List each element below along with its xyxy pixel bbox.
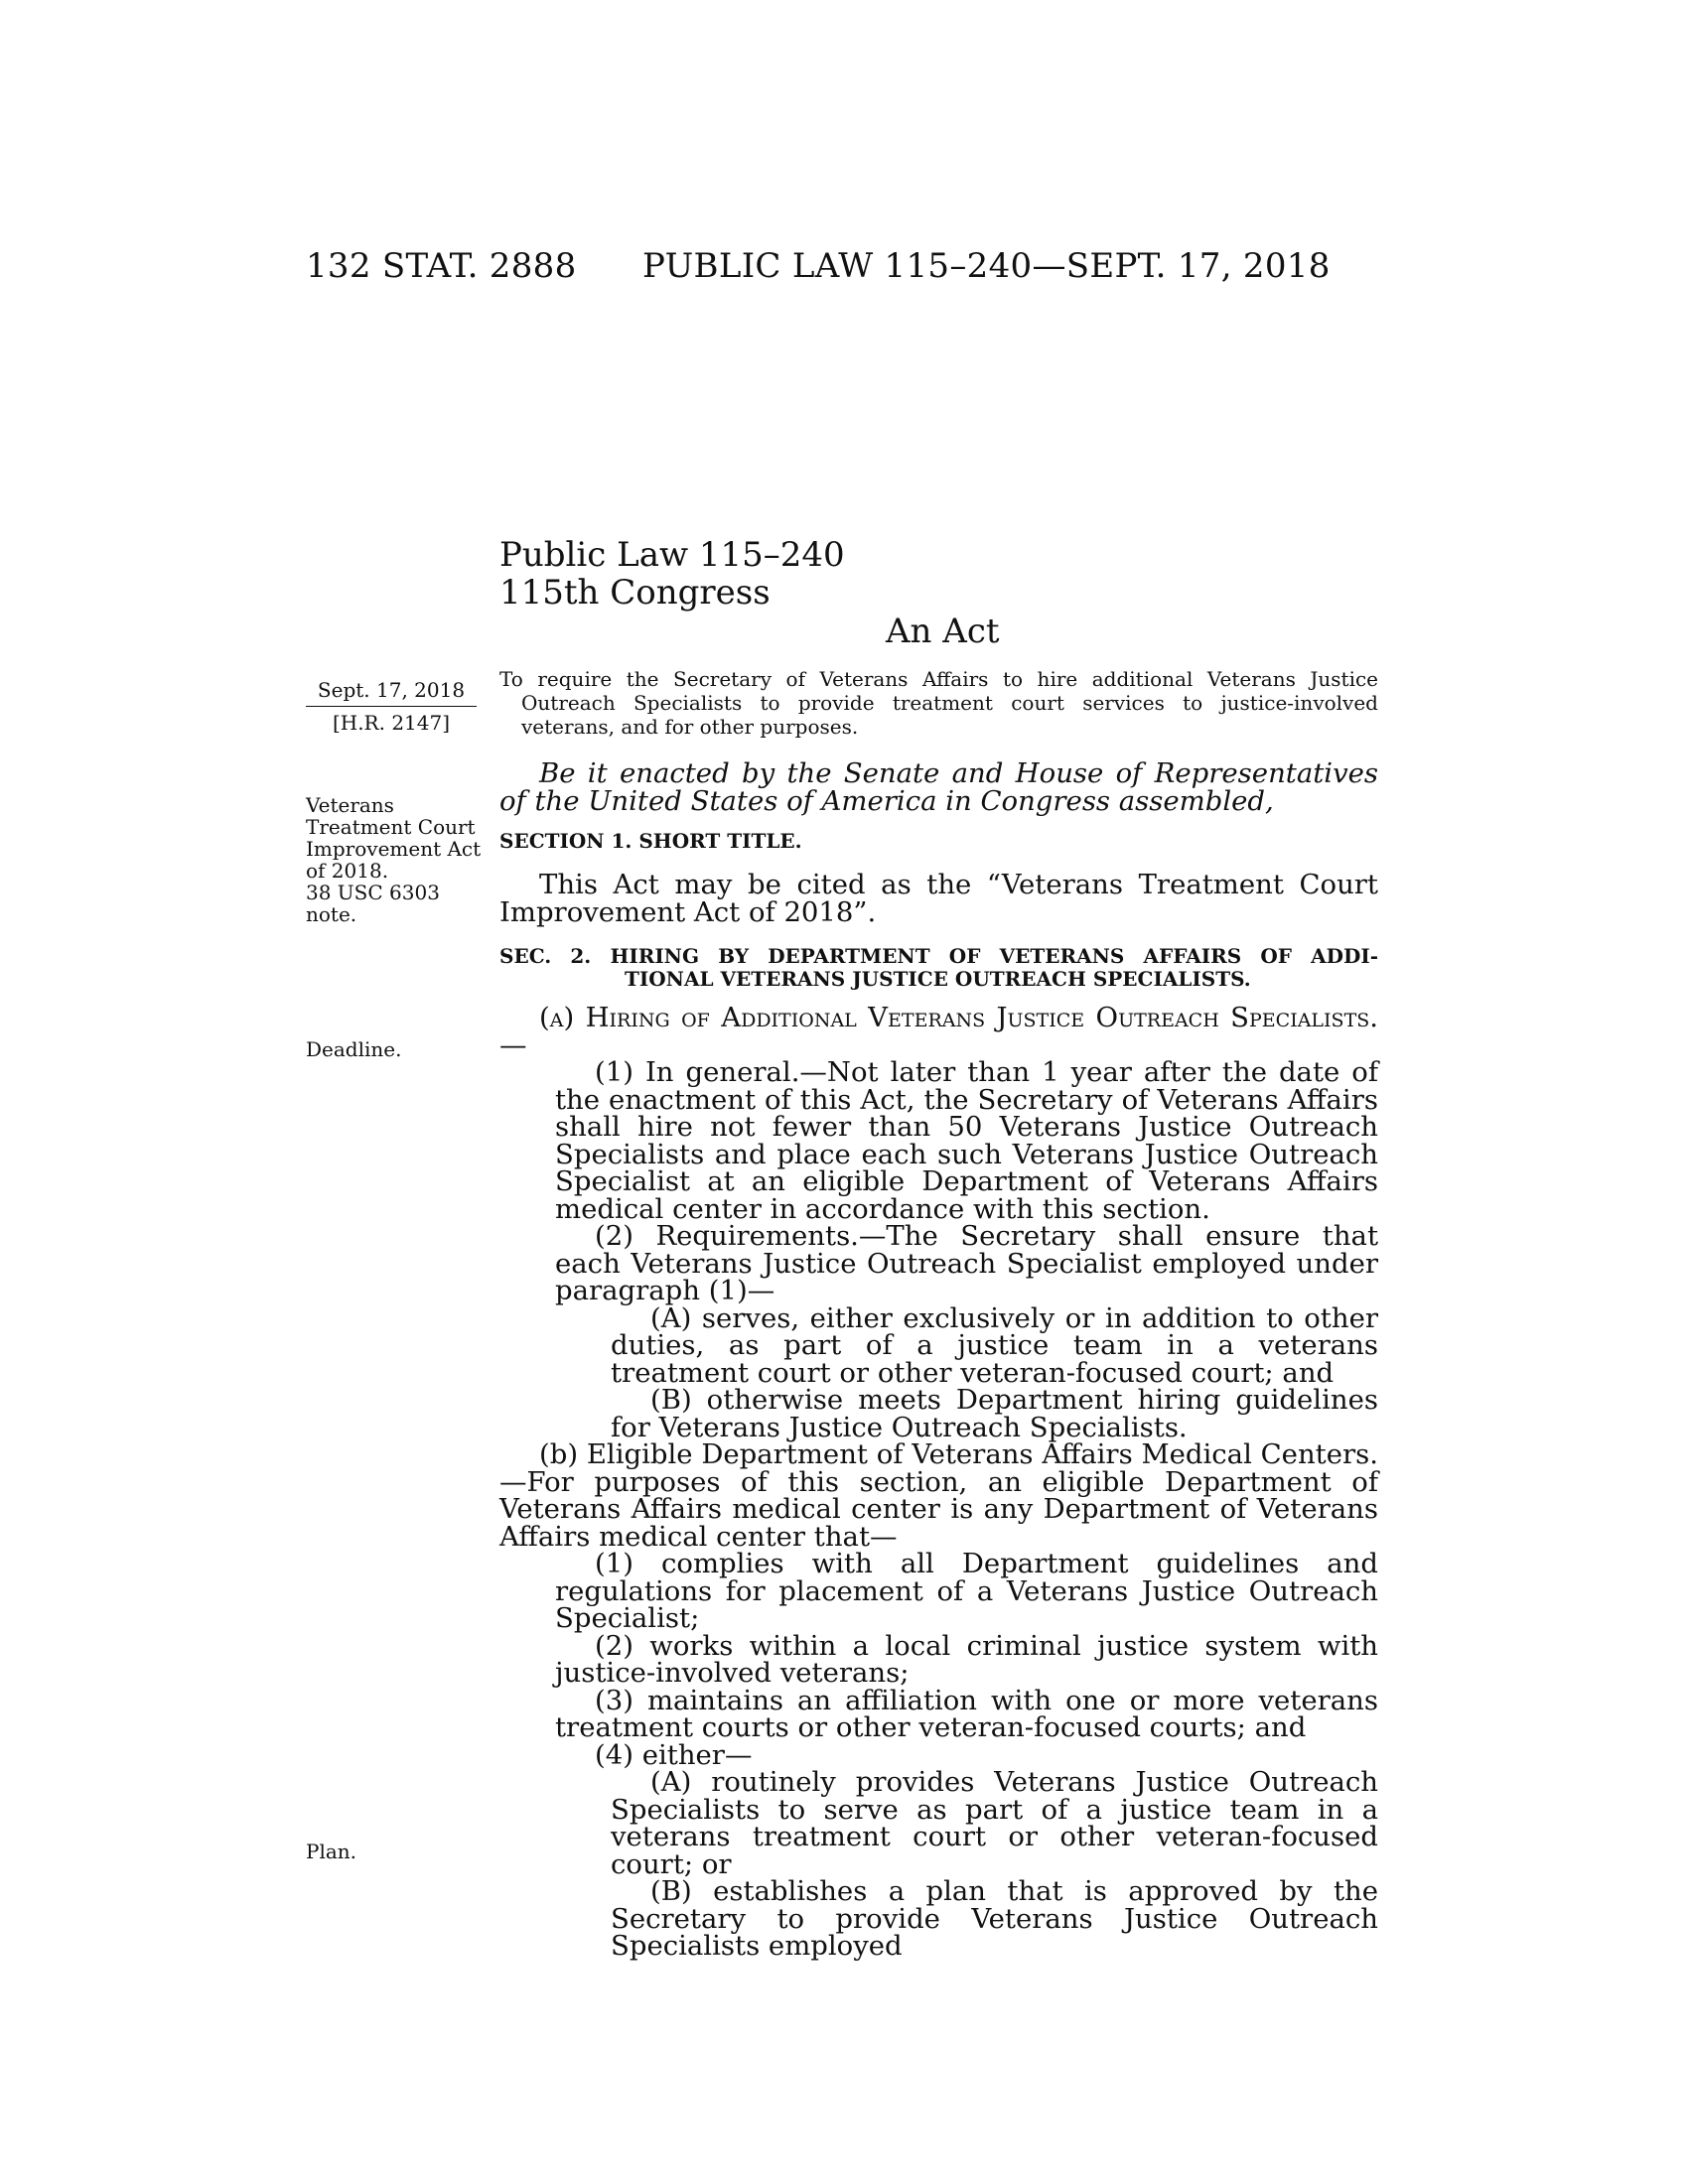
enacting-clause-block [499,757,1378,817]
margin-note-deadline: Deadline. [306,1037,402,1061]
paragraph-b4: (4) either— [595,1738,753,1771]
section-1 [499,830,1378,853]
congress-number: 115th Congress [499,573,771,613]
section-2-heading [499,945,1378,991]
paragraph-b3: (3) maintains an affiliation with one or more veterans treatment courts or other veteran-focused courts; and [555,1684,1378,1743]
section-2-heading-line1: SEC. 2. HIRING BY DEPARTMENT OF VETERANS AFFAIRS OF ADDI- [499,944,1378,968]
an-act-heading: An Act [886,612,1000,651]
long-title-text: To require the Secretary of Veterans Affairs to hire additional Veterans Justice Outreach Specialists to provide treatment court services to justice-involved veterans, and for other purposes. [499,667,1378,739]
enacting-clause: Be it enacted by the Senate and House of Representatives of the United States of America in Congress assembled, [499,757,1378,817]
bill-number: [H.R. 2147] [332,711,451,735]
subparagraph-a2B: (B) otherwise meets Department hiring guidelines for Veterans Justice Outreach Specialists. [611,1384,1378,1443]
section-1-text: This Act may be cited as the “Veterans Treatment Court Improvement Act of 2018”. [499,869,1378,928]
margin-note-usc [306,882,485,925]
enactment-date: Sept. 17, 2018 [306,678,477,707]
section-1-heading: SECTION 1. SHORT TITLE. [499,829,802,853]
paragraph-b1: (1) complies with all Department guidelines and regulations for placement of a Veterans Justice Outreach Specialist; [555,1548,1378,1634]
paragraph-b2: (2) works within a local criminal justice system with justice-involved veterans; [555,1629,1378,1689]
section-2-body [499,1002,1378,1962]
page-stat-citation: 132 STAT. 2888 [306,246,577,286]
subparagraph-a2A: (A) serves, either exclusively or in addition to other duties, as part of a justice team in a veterans treatment court or other veteran-focused court; and [611,1301,1378,1389]
enactment-date-box [306,678,477,735]
margin-note-short-title: Veterans Treatment Court Improvement Act of 2018. [306,793,482,883]
paragraph-a1: (1) In general.—Not later than 1 year after the date of the enactment of this Act, the Secretary of Veterans Affairs shall hire not fewer than 50 Veterans Justice Outreach Specialists and place each such Veterans Justice Outreach Specialist at an eligible Department of Veterans Affairs medical center in accordance with this section. [555,1056,1378,1225]
section-1-body [499,869,1378,928]
paragraph-a2: (2) Requirements.—The Secretary shall ensure that each Veterans Justice Outreach Specialist employed under paragraph (1)— [555,1220,1378,1306]
subparagraph-b4A: (A) routinely provides Veterans Justice Outreach Specialists to serve as part of a justice team in a veterans treatment court or other veteran-focused court; or [611,1766,1378,1880]
margin-note-usc-line1: 38 USC 6303 [306,881,440,904]
section-2-heading-line2: TIONAL VETERANS JUSTICE OUTREACH SPECIALISTS. [625,967,1251,991]
subparagraph-b4B: (B) establishes a plan that is approved by the Secretary to provide Veterans Justice Outreach Specialists employed [611,1875,1378,1962]
running-header: PUBLIC LAW 115–240—SEPT. 17, 2018 [642,246,1331,286]
subsection-b-heading: (b) Eligible Department of Veterans Affairs Medical Centers.—For purposes of this section, an eligible Department of Veterans Affairs medical center is any Department of Veterans Affairs medical center that— [499,1438,1378,1553]
margin-note-usc-line2: note. [306,902,357,926]
public-law-number: Public Law 115–240 [499,535,845,575]
subsection-a-heading: (a) Hiring of Additional Veterans Justice Outreach Specialists.— [499,1002,1378,1061]
long-title [499,667,1378,739]
margin-note-plan: Plan. [306,1840,357,1863]
